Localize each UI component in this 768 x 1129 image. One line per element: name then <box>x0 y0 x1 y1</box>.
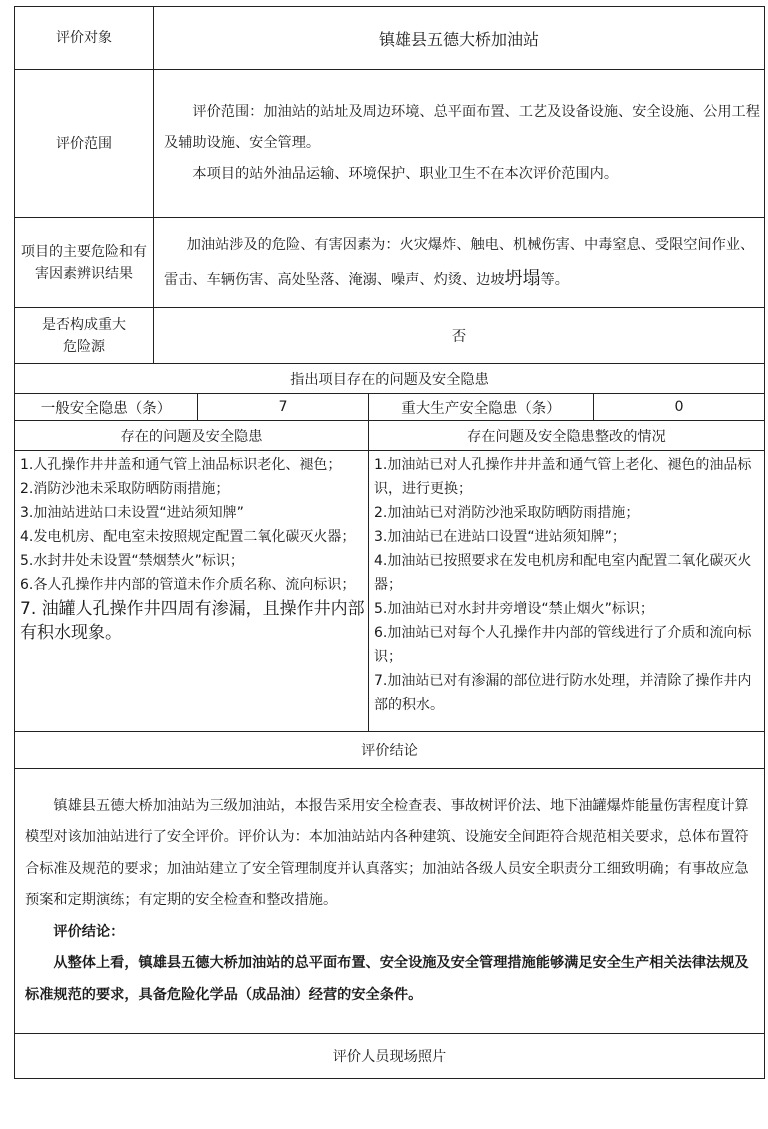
list-item: 6.加油站已对每个人孔操作井内部的管线进行了介质和流向标识； <box>374 625 752 665</box>
hazards-paragraph <box>164 229 760 297</box>
list-item: 2.消防沙池未采取防晒防雨措施； <box>20 481 230 497</box>
issues-left-header: 存在的问题及安全隐患 <box>15 421 369 451</box>
conclusion-paragraph: 镇雄县五德大桥加油站为三级加油站，本报告采用安全检查表、事故树评价法、地下油罐爆炸能量伤害程度计算模型对该加油站进行了安全评价。评价认为：本加油站站内各种建筑、设施安全间距符合规范相关要求，总体布置符合标准及规范的要求；加油站建立了安全管理制度并认真落实；加油站各级人员安全职责分工细致明确；有事故应急预案和定期演练；有定期的安全检查和整改措施。 <box>25 797 749 909</box>
hazards-text-emphasis: 坍塌 <box>504 267 541 289</box>
issues-right-header: 存在问题及安全隐患整改的情况 <box>369 421 765 451</box>
issues-header-row <box>15 364 765 394</box>
list-item: 7.加油站已对有渗漏的部位进行防水处理，并清除了操作井内部的积水。 <box>374 673 752 713</box>
list-item: 6.各人孔操作井内部的管道未作介质名称、流向标识； <box>20 577 356 593</box>
hazards-row <box>15 218 765 308</box>
conclusion-header: 评价结论 <box>15 732 765 769</box>
conclusion-bold-label: 评价结论： <box>53 923 125 940</box>
major-hazard-value: 否 <box>154 308 765 364</box>
list-item: 3.加油站进站口未设置“进站须知牌” <box>20 505 244 521</box>
issues-list-row <box>15 451 765 732</box>
general-hazard-count-value: 7 <box>198 394 369 421</box>
scope-label: 评价范围 <box>15 70 154 218</box>
major-hazard-count-value: 0 <box>594 394 765 421</box>
issues-left-list <box>15 451 369 732</box>
major-hazard-row <box>15 308 765 364</box>
list-item: 1.加油站已对人孔操作井井盖和通气管上老化、褪色的油品标识，进行更换； <box>374 457 752 497</box>
hazards-content <box>154 218 765 308</box>
conclusion-bold-text: 从整体上看，镇雄县五德大桥加油站的总平面布置、安全设施及安全管理措施能够满足安全生产相关法律法规及标准规范的要求，具备危险化学品（成品油）经营的安全条件。 <box>25 955 749 1003</box>
evaluation-table-container <box>14 6 764 1079</box>
object-label: 评价对象 <box>15 7 154 70</box>
photos-header-row <box>15 1034 765 1079</box>
list-item: 4.加油站已按照要求在发电机房和配电室内配置二氧化碳灭火器； <box>374 553 752 593</box>
list-item: 1.人孔操作井井盖和通气管上油品标识老化、褪色； <box>20 457 342 473</box>
list-item: 5.水封井处未设置“禁烟禁火”标识； <box>20 553 244 569</box>
hazards-text: 加油站涉及的危险、有害因素为：火灾爆炸、触电、机械伤害、中毒窒息、受限空间作业、雷击、车辆伤害、高处坠落、淹溺、噪声、灼烫、边坡 <box>164 236 755 288</box>
hazards-label: 项目的主要危险和有害因素辨识结果 <box>15 218 154 308</box>
list-item: 7. 油罐人孔操作井四周有渗漏，且操作井内部有积水现象。 <box>20 599 365 643</box>
scope-paragraph-2: 本项目的站外油品运输、环境保护、职业卫生不在本次评价范围内。 <box>192 166 619 182</box>
issues-columns-header-row <box>15 421 765 451</box>
conclusion-content <box>15 769 765 1034</box>
list-item: 4.发电机房、配电室未按照规定配置二氧化碳灭火器； <box>20 529 356 545</box>
major-hazard-count-label: 重大生产安全隐患（条） <box>369 394 594 421</box>
major-hazard-label: 是否构成重大危险源 <box>15 308 154 364</box>
conclusion-row <box>15 769 765 1034</box>
list-item: 2.加油站已对消防沙池采取防晒防雨措施； <box>374 505 640 521</box>
scope-paragraph-1: 评价范围：加油站的站址及周边环境、总平面布置、工艺及设备设施、安全设施、公用工程及辅助设施、安全管理。 <box>164 104 760 151</box>
scope-content <box>154 70 765 218</box>
object-row <box>15 7 765 70</box>
list-item: 3.加油站已在进站口设置“进站须知牌”； <box>374 529 626 545</box>
photos-header: 评价人员现场照片 <box>15 1034 765 1079</box>
evaluation-summary-table <box>14 6 765 1079</box>
conclusion-header-row <box>15 732 765 769</box>
object-value: 镇雄县五德大桥加油站 <box>154 7 765 70</box>
issues-header: 指出项目存在的问题及安全隐患 <box>15 364 765 394</box>
issues-right-list <box>369 451 765 732</box>
hazards-text-end: 等。 <box>540 271 569 288</box>
list-item: 5.加油站已对水封井旁增设“禁止烟火”标识； <box>374 601 654 617</box>
counts-row <box>15 394 765 421</box>
general-hazard-count-label: 一般安全隐患（条） <box>15 394 198 421</box>
scope-row <box>15 70 765 218</box>
